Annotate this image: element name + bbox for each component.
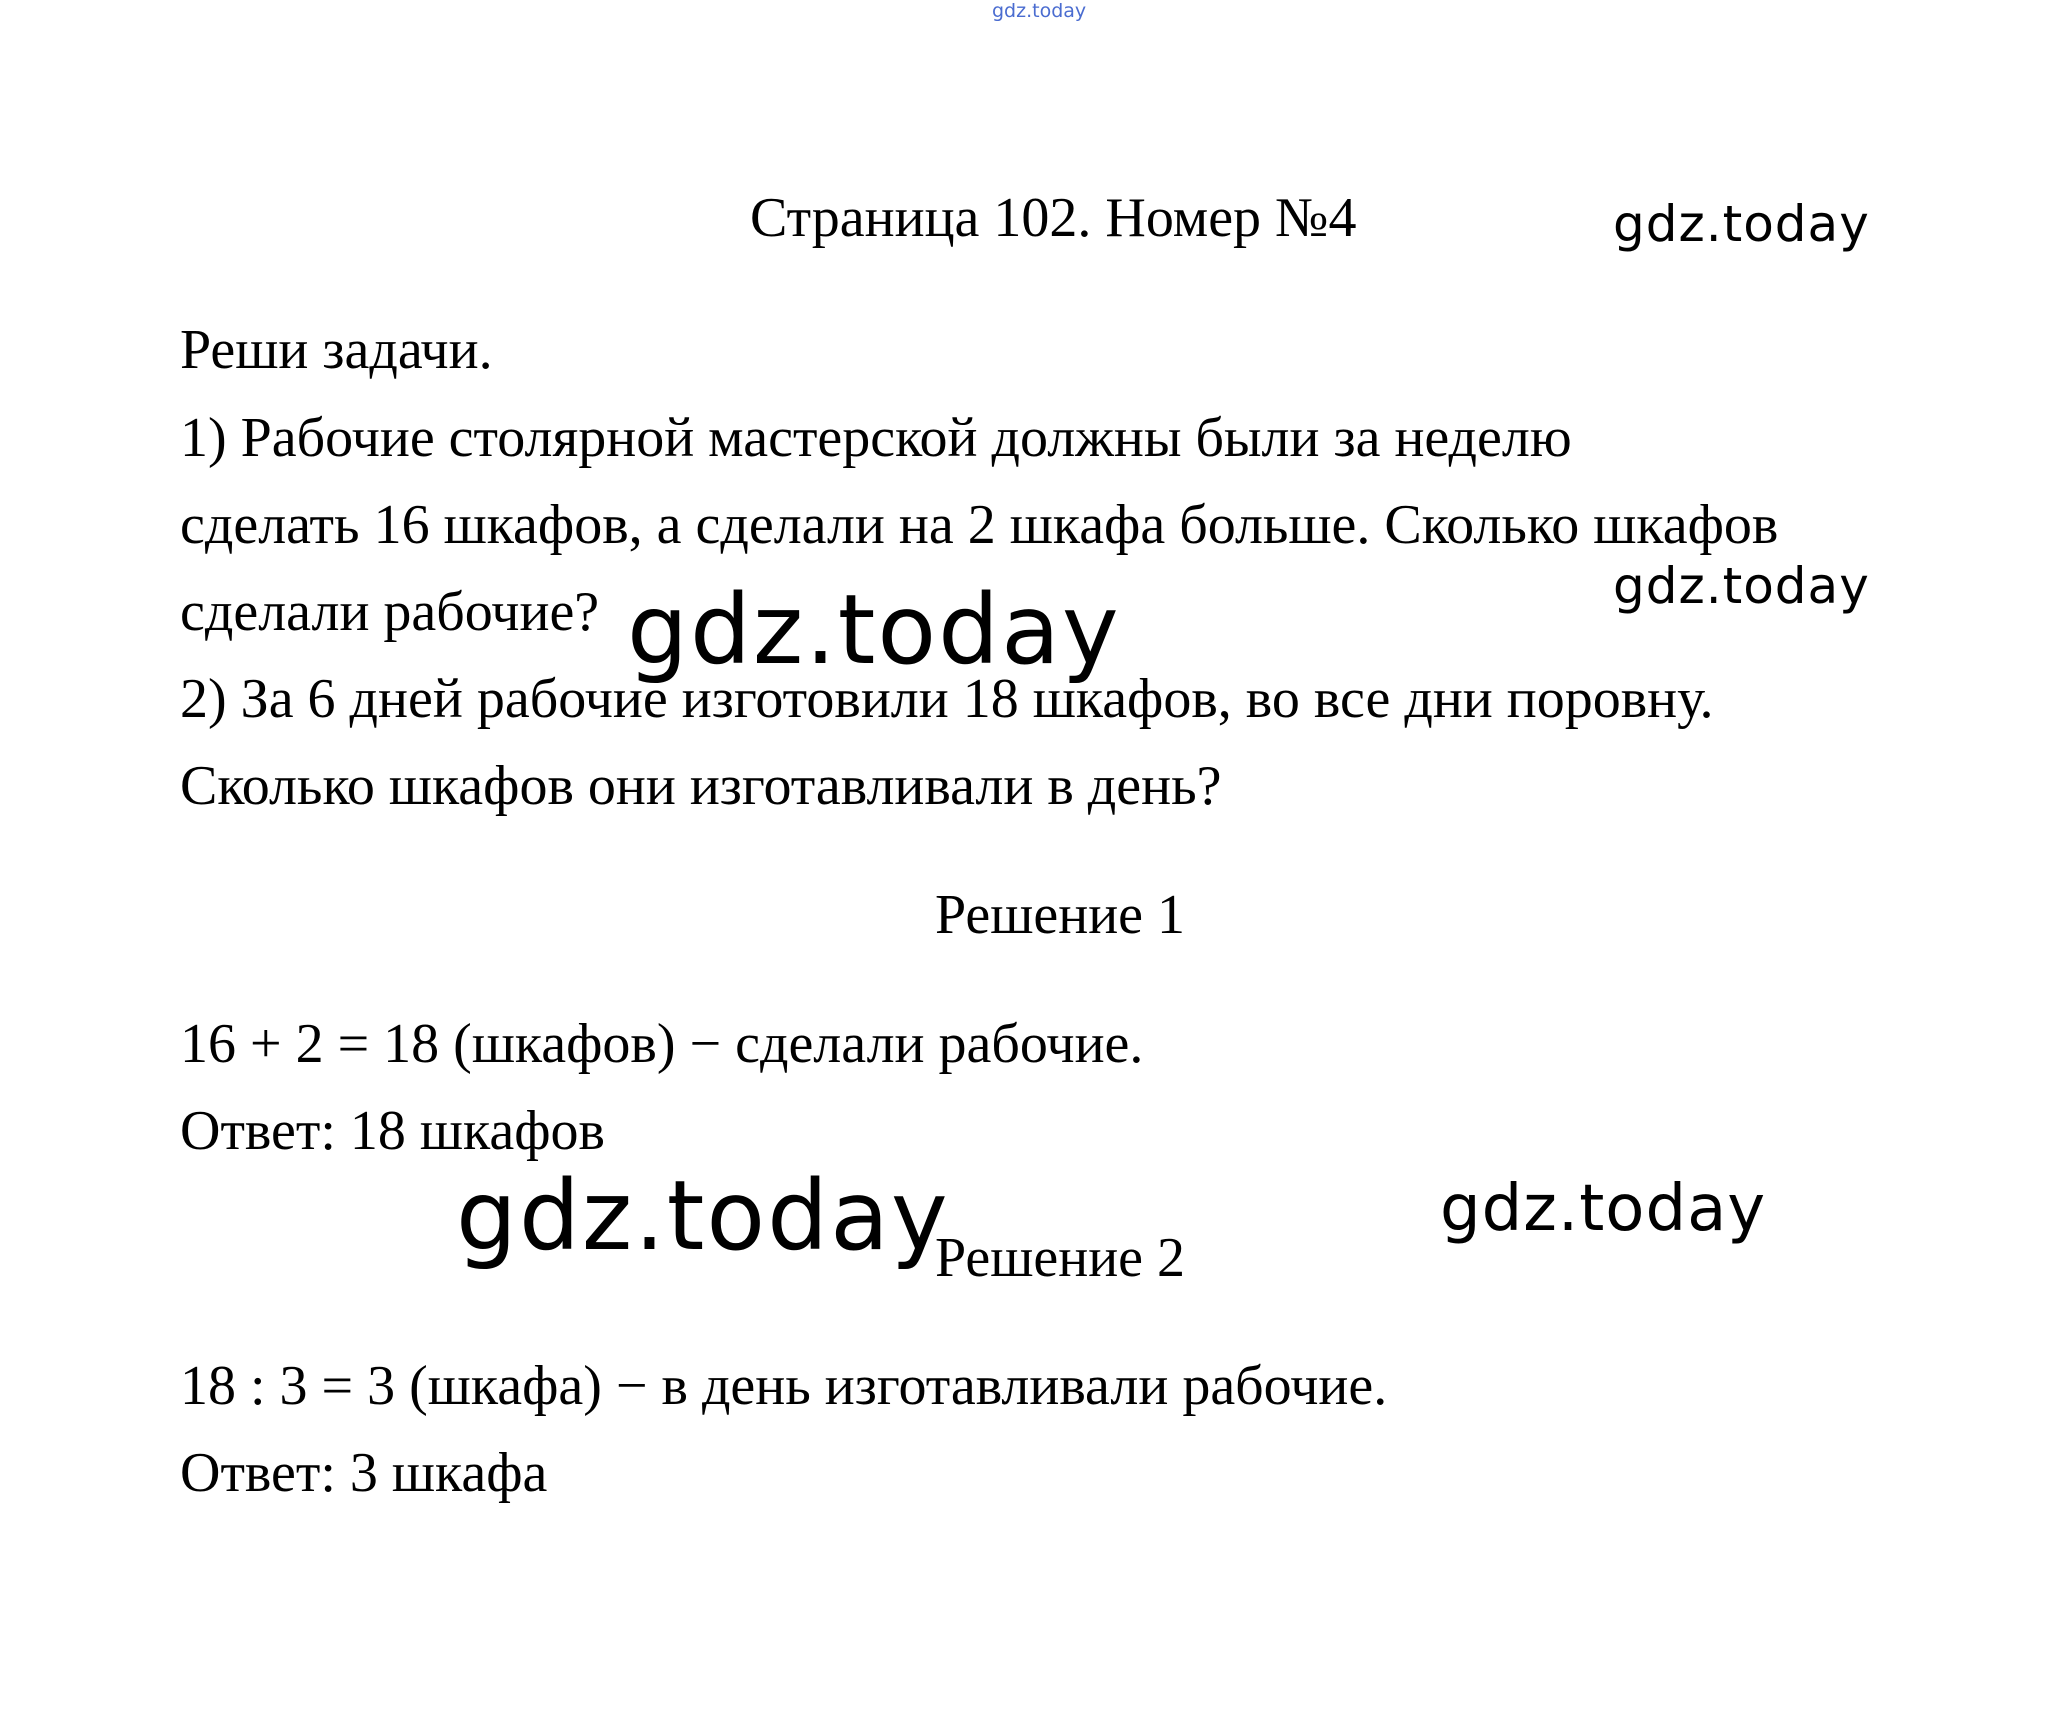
solution1-line: 16 + 2 = 18 (шкафов) − сделали рабочие.	[180, 1013, 1144, 1075]
watermark-big-inline: gdz.today	[627, 574, 1121, 686]
solution2-heading: Решение 2	[935, 1227, 1186, 1289]
task-intro: Реши задачи.	[180, 319, 493, 381]
watermark-big-lower: gdz.today	[456, 1160, 950, 1272]
problem1-line1: 1) Рабочие столярной мастерской должны были за неделю	[180, 407, 1572, 469]
problem1-line2: сделать 16 шкафов, а сделали на 2 шкафа больше. Сколько шкафов	[180, 494, 1779, 556]
watermark-top: gdz.today	[992, 0, 1087, 22]
problem1-line3: сделали рабочие?	[180, 581, 600, 643]
watermark-right-lower: gdz.today	[1440, 1172, 1767, 1246]
solution1-heading: Решение 1	[935, 884, 1186, 946]
solution2-line: 18 : 3 = 3 (шкафа) − в день изготавливали рабочие.	[180, 1355, 1388, 1417]
problem2-line2: Сколько шкафов они изготавливали в день?	[180, 755, 1222, 817]
solution2-answer: Ответ: 3 шкафа	[180, 1442, 548, 1504]
page-title: Страница 102. Номер №4	[750, 187, 1357, 249]
problem2-line1: 2) За 6 дней рабочие изготовили 18 шкафов, во все дни поровну.	[180, 668, 1714, 730]
watermark-right-mid: gdz.today	[1613, 557, 1870, 615]
watermark-header: gdz.today	[1613, 195, 1870, 253]
solution1-answer: Ответ: 18 шкафов	[180, 1100, 605, 1162]
